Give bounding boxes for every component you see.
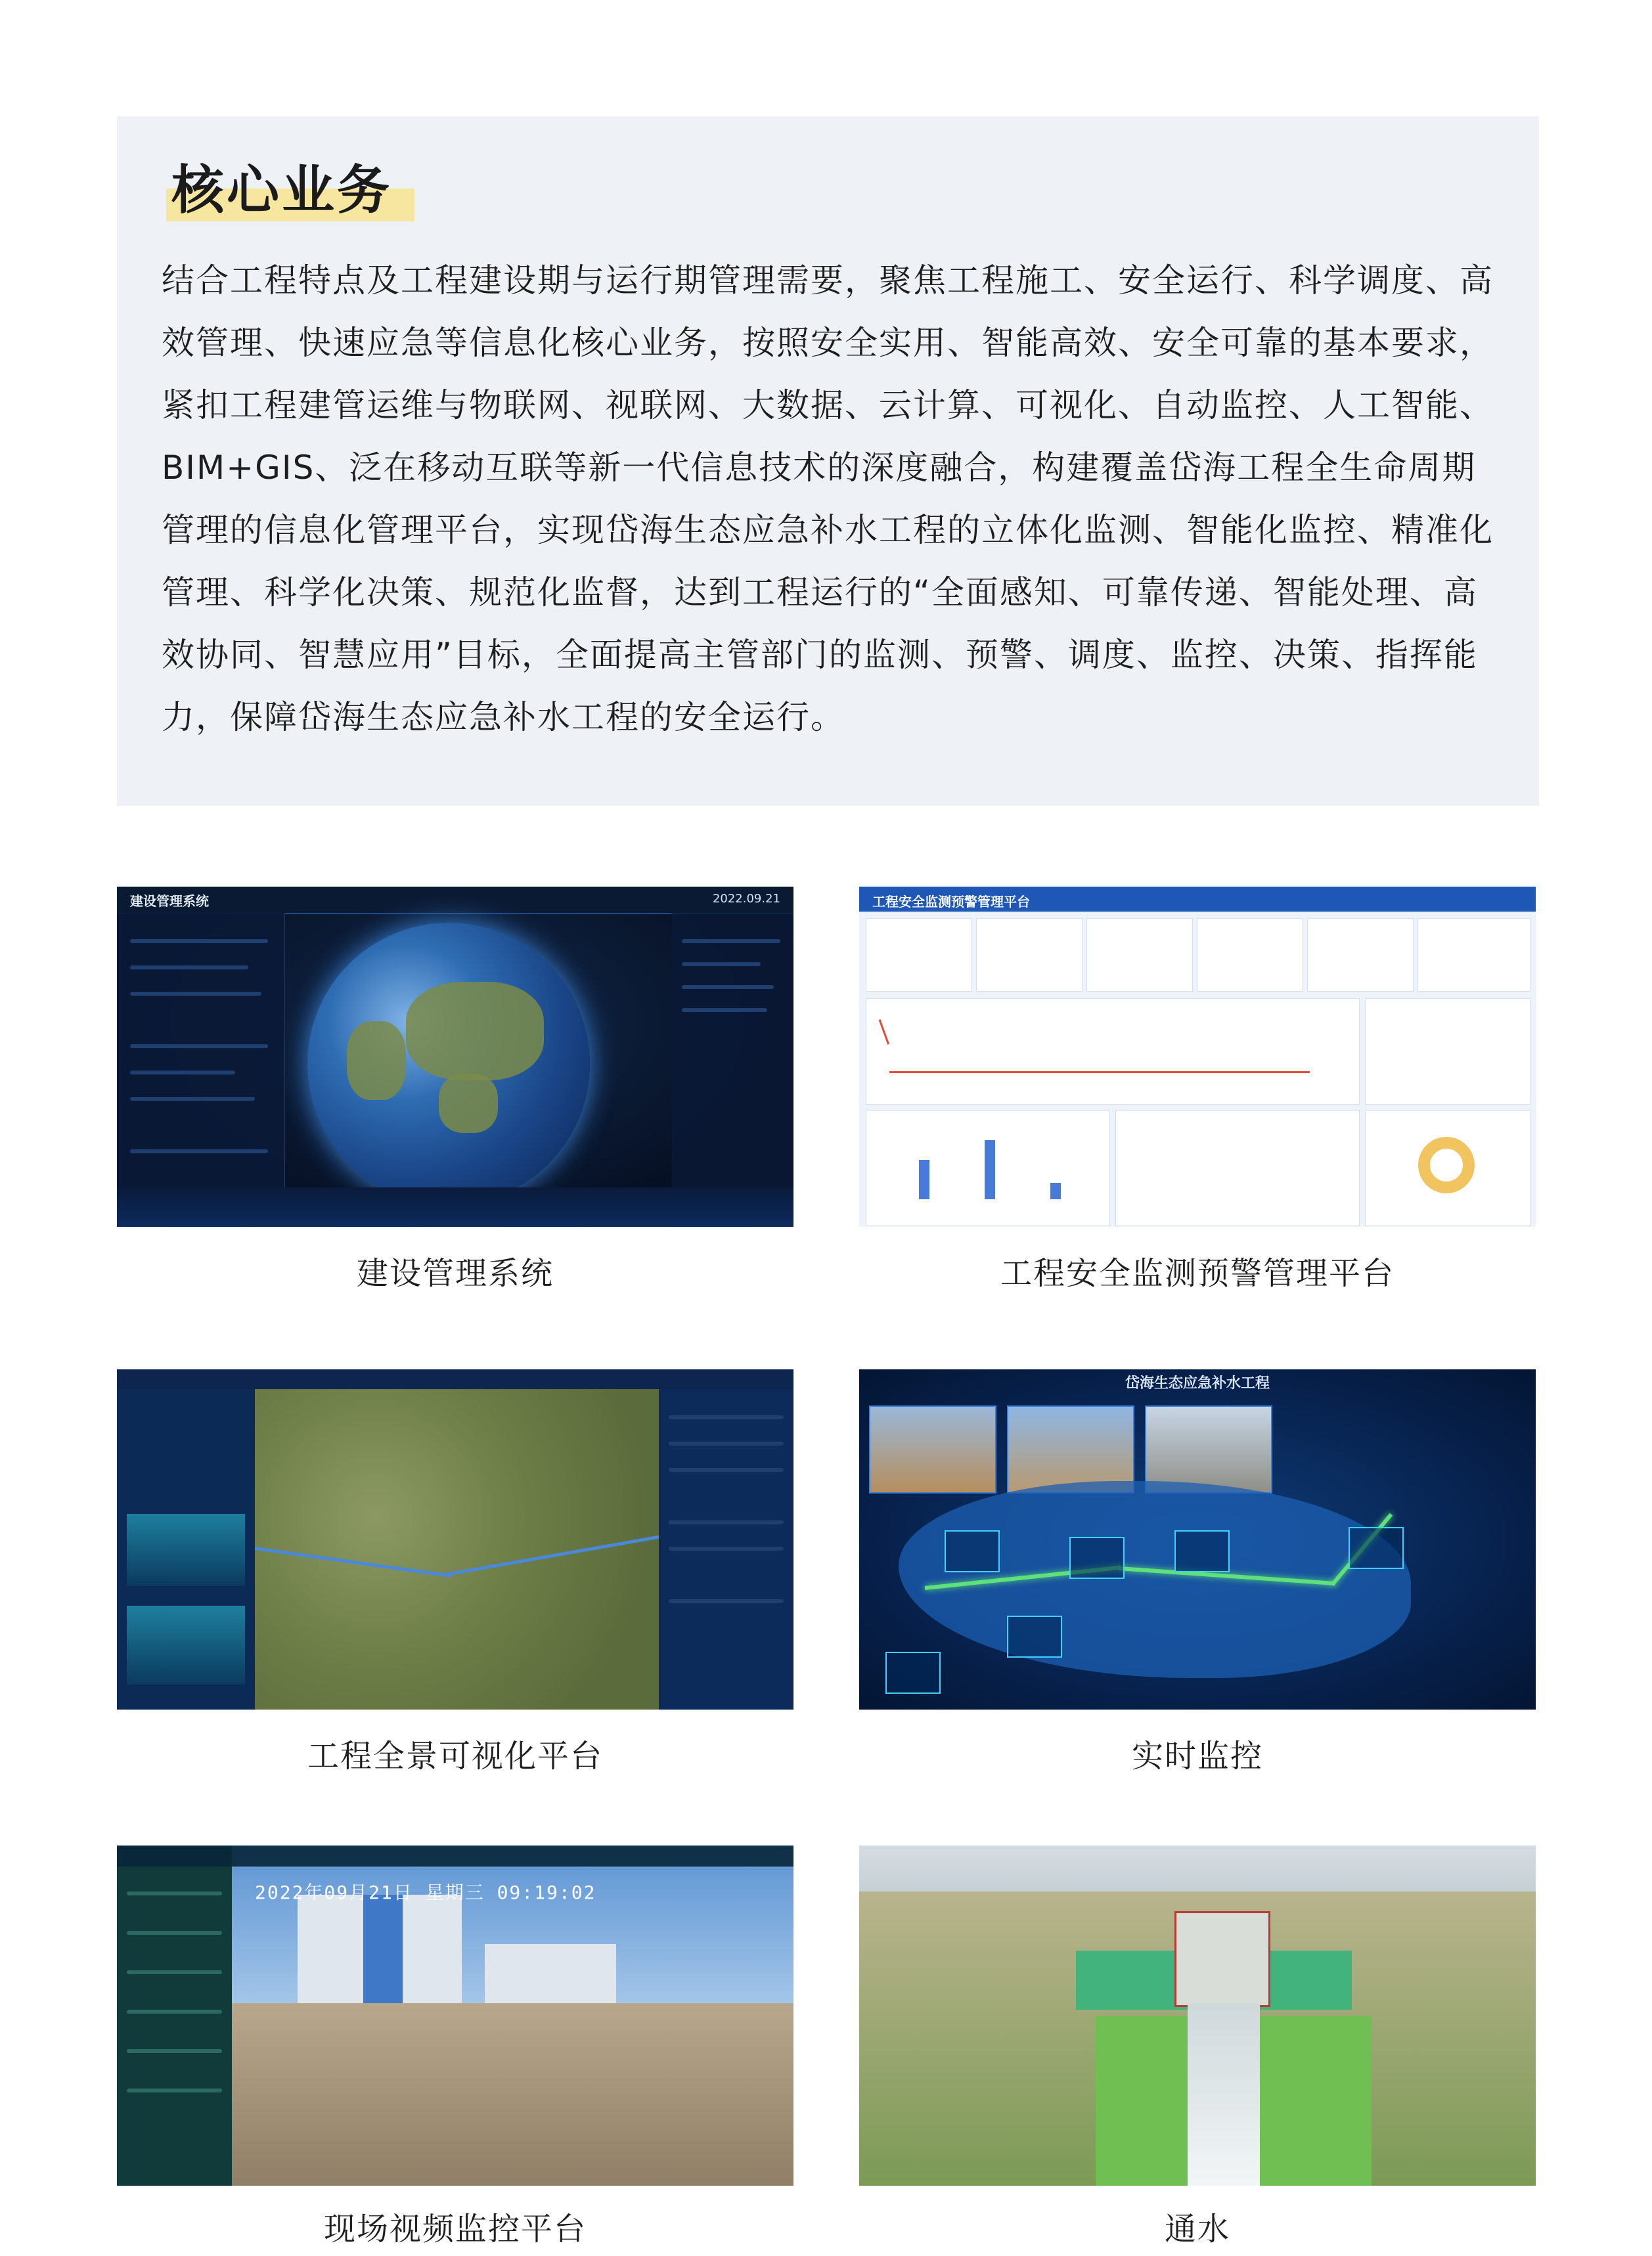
safety-screenshot [859,887,1536,1227]
caption-panorama: 工程全景可视化平台 [307,1738,603,1775]
spillway [1188,2003,1260,2186]
ring-chart [1418,1137,1475,1193]
trend-chart-card [866,998,1360,1105]
earth-globe[interactable] [307,923,590,1205]
bar-chart-card [866,1110,1110,1226]
section-heading [166,154,392,227]
caption-video: 现场视频监控平台 [323,2211,587,2247]
video-screenshot [117,1846,793,2186]
realtime-title: 岱海生态应急补水工程 [1125,1375,1270,1392]
pano-right-panel [659,1389,793,1710]
caption-construction: 建设管理系统 [356,1255,554,1292]
video-timestamp: 2022年09月21日 星期三 09:19:02 [255,1882,596,1903]
caption-safety: 工程安全监测预警管理平台 [1000,1255,1395,1292]
safety-topbar [859,887,1536,912]
cms-left-panel [117,913,285,1195]
cms-right-panel [672,913,793,1195]
camera-list-panel[interactable] [117,1846,232,2186]
caption-realtime: 实时监控 [1131,1738,1263,1775]
pano-map[interactable] [255,1389,659,1710]
intro-panel [117,116,1539,806]
safety-brand: 工程安全监测预警管理平台 [872,894,1030,910]
pano-left-panel [117,1389,255,1710]
caption-water: 通水 [1164,2211,1230,2247]
cms-date: 2022.09.21 [712,892,780,906]
panorama-screenshot [117,1369,793,1710]
cms-brand: 建设管理系统 [130,893,209,909]
water-release-photo [859,1846,1536,2186]
cms-topbar [117,887,793,914]
pano-topbar [117,1369,793,1389]
realtime-screenshot [859,1369,1536,1710]
cms-profile-chart [117,1187,793,1227]
section-title: 核心业务 [171,160,392,221]
section-paragraph: 结合工程特点及工程建设期与运行期管理需要，聚焦工程施工、安全运行、科学调度、高效管理、快速应急等信息化核心业务，按照安全实用、智能高效、安全可靠的基本要求，紧扣工程建管运维与物联网、视联网、大数据、云计算、可视化、自动监控、人工智能、BIM+GIS、泛在移动互联等新一代信息技术的深度融合，构建覆盖岱海工程全生命周期管理的信息化管理平台，实现岱海生态应急补水工程的立体化监测、智能化监控、精准化管理、科学化决策、规范化监督，达到工程运行的“全面感知、可靠传递、智能处理、高效协同、智慧应用”目标，全面提高主管部门的监测、预警、调度、监控、决策、指挥能力，保障岱海生态应急补水工程的安全运行。 [162,261,1494,736]
construction-screenshot [117,887,793,1227]
